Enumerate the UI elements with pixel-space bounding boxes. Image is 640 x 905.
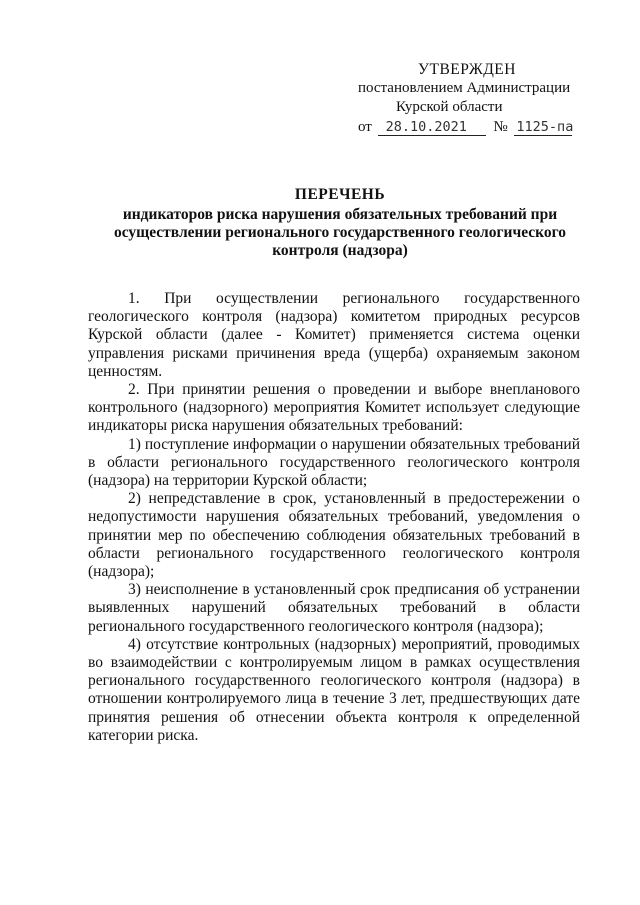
heading-title: ПЕРЕЧЕНЬ [294, 186, 386, 203]
paragraph-1: 1. При осуществлении регионального государственного геологического контроля (надзора) комитетом природных ресурсов Курской области (далее - Комитет) применяется система оценки управления рисками причинения вреда (ущерба) охраняемым законом ценностям. [88, 290, 580, 380]
approval-region: Курской области [396, 99, 503, 115]
document-heading [95, 186, 585, 260]
indicator-3: 3) неисполнение в установленный срок предписания об устранении выявленных нарушений обязательных требований в области регионального государственного геологического контроля (надзора); [88, 581, 580, 635]
heading-subtitle: индикаторов риска нарушения обязательных требований при осуществлении регионального государственного геологического контроля (надзора) [113, 206, 567, 259]
number-prefix: № [493, 119, 508, 135]
approval-stamp [358, 60, 608, 137]
approval-number: 1125-па [516, 119, 574, 135]
approval-title: УТВЕРЖДЕН [418, 61, 516, 78]
indicator-1: 1) поступление информации о нарушении обязательных требований в области регионального государственного геологического контроля (надзора) на территории Курской области; [88, 435, 580, 490]
document-body [88, 290, 580, 745]
approval-authority: постановлением Администрации [358, 80, 571, 96]
approval-date-row [358, 118, 608, 137]
indicator-2: 2) непредставление в срок, установленный в предостережении о недопустимости нарушения обязательных требований, уведомления о принятии мер по обеспечению соблюдения обязательных требований в области регионального государственного геологического контроля (надзора); [88, 490, 580, 581]
indicator-4: 4) отсутствие контрольных (надзорных) мероприятий, проводимых во взаимодействии с контролируемым лицом в рамках осуществления регионального государственного геологического контроля (надзора) в отношении контролируемого лица в течение 3 лет, предшествующих дате принятия решения об отнесении объекта контроля к определенной категории риска. [88, 635, 580, 744]
date-prefix: от [358, 119, 372, 135]
approval-date: 28.10.2021 [378, 119, 486, 136]
paragraph-2: 2. При принятии решения о проведении и выборе внепланового контрольного (надзорного) мероприятия Комитет использует следующие индикаторы риска нарушения обязательных требований: [88, 381, 580, 435]
